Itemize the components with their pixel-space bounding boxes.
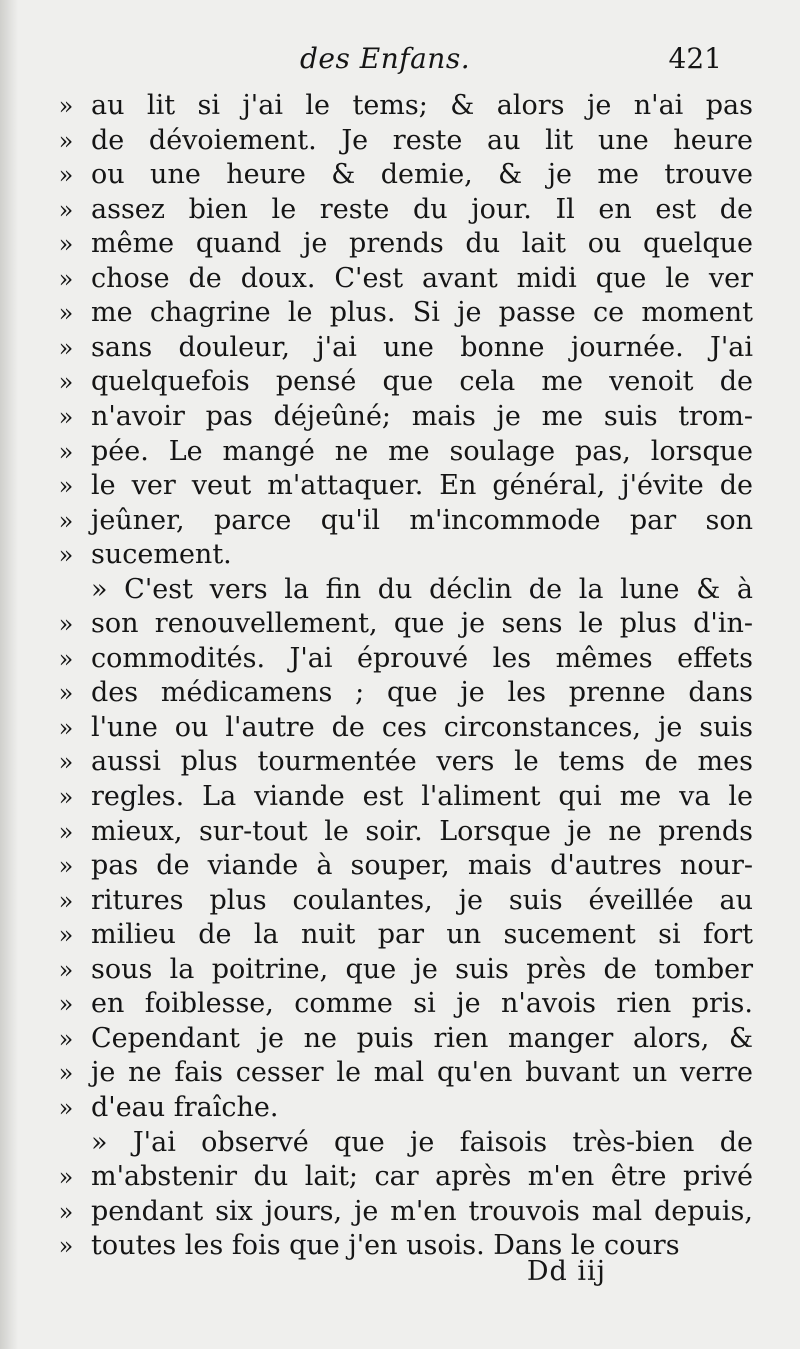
line-text: je ne fais cesser le mal qu'en buvant un verre [91,1057,753,1089]
line-text: pée. Le mangé ne me soulage pas, lorsque [91,435,753,467]
text-line [48,986,753,1022]
quotation-mark: » [58,990,74,1019]
line-text: quelquefois pensé que cela me venoit de [91,366,753,398]
text-line [48,606,753,642]
line-text: sans douleur, j'ai une bonne journée. J'ai [91,331,753,363]
quotation-mark: » [58,402,74,431]
quotation-mark: » [58,783,74,811]
quotation-mark: » [58,264,74,293]
quotation-mark: » [58,748,74,777]
text-line [48,917,753,953]
line-text: assez bien le reste du jour. Il en est de [91,193,753,225]
quotation-mark: » [58,1232,74,1261]
quotation-mark: » [58,195,74,224]
line-text: pas de viande à souper, mais d'autres nour- [91,850,753,882]
quotation-mark: » [58,299,74,328]
quotation-mark: » [58,92,74,120]
printer-signature: Dd iij [526,1256,606,1287]
line-text: ritures plus coulantes, je suis éveillée au [91,884,753,916]
text-line [48,123,753,159]
text-line [48,675,753,711]
text-line [48,88,753,124]
line-text: au lit si j'ai le tems; & alors je n'ai pas [91,90,753,121]
text-line [48,744,753,780]
quotation-mark: » [58,852,74,881]
line-text: d'eau fraîche. [91,1091,279,1123]
line-text: même quand je prends du lait ou quelque [91,228,753,260]
line-text: sucement. [91,539,232,571]
text-line [48,226,753,262]
line-text: toutes les fois que j'en usois. Dans le cours [91,1230,680,1262]
text-line [48,952,753,988]
text-line [48,710,753,746]
text-line [48,1055,753,1091]
text-line [48,295,753,331]
text-line [48,1021,753,1057]
page-number: 421 [668,42,722,75]
text-line [48,503,753,539]
text-line [48,399,753,435]
line-text: m'abstenir du lait; car après m'en être privé [91,1161,753,1193]
quotation-mark: » [58,472,74,501]
text-line [48,1228,753,1264]
line-text: de dévoiement. Je reste au lit une heure [91,124,753,156]
line-text: » J'ai observé que je faisois très-bien de [91,1126,753,1158]
line-text: l'une ou l'autre de ces circonstances, je suis [91,711,753,743]
line-text: n'avoir pas déjeûné; mais je me suis trom- [91,400,753,432]
text-line [48,261,753,297]
line-text: » C'est vers la fin du déclin de la lune & à [91,573,753,605]
quotation-mark: » [58,713,74,742]
line-text: regles. La viande est l'aliment qui me va le [91,781,753,812]
quotation-mark: » [58,1059,74,1088]
quotation-mark: » [58,230,74,259]
text-line [48,157,753,193]
text-line [48,1194,753,1230]
text-line [48,814,753,850]
line-text: le ver veut m'attaquer. En général, j'évite de [91,470,753,502]
text-line [48,848,753,884]
text-line [48,537,753,573]
quotation-mark: » [58,506,74,535]
line-text: commodités. J'ai éprouvé les mêmes effets [91,642,753,674]
page-left-shadow [0,0,18,1349]
line-text: pendant six jours, je m'en trouvois mal depuis, [91,1195,753,1227]
line-text: aussi plus tourmentée vers le tems de mes [91,746,753,778]
quotation-mark: » [58,921,74,950]
quotation-mark: » [58,126,74,155]
quotation-mark: » [58,610,74,639]
running-title: des Enfans. [300,42,471,75]
text-line [48,572,753,608]
text-line [48,330,753,366]
text-line [48,468,753,504]
quotation-mark: » [58,1163,74,1192]
line-text: des médicamens ; que je les prenne dans [91,677,753,709]
line-text: ou une heure & demie, & je me trouve [91,159,753,191]
line-text: milieu de la nuit par un sucement si fort [91,919,753,951]
quotation-mark: » [58,817,74,846]
line-text: sous la poitrine, que je suis près de tomber [91,953,753,985]
text-line [48,883,753,919]
quotation-mark: » [58,644,74,673]
line-text: Cependant je ne puis rien manger alors, & [91,1022,753,1054]
quotation-mark: » [58,955,74,984]
line-text: en foiblesse, comme si je n'avois rien pris. [91,988,753,1020]
quotation-mark: » [58,541,74,570]
line-text: jeûner, parce qu'il m'incommode par son [91,504,753,536]
text-line [48,1125,753,1161]
text-line [48,192,753,228]
quotation-mark: » [58,368,74,397]
quotation-mark: » [58,437,74,466]
quotation-mark: » [58,333,74,362]
quotation-mark: » [58,1024,74,1053]
text-line [48,641,753,677]
line-text: son renouvellement, que je sens le plus d'in- [91,608,753,640]
text-line [48,1159,753,1195]
quotation-mark: » [58,1093,74,1122]
line-text: chose de doux. C'est avant midi que le ver [91,262,753,294]
quotation-mark: » [58,1197,74,1226]
line-text: mieux, sur-tout le soir. Lorsque je ne prends [91,815,753,847]
text-line [48,434,753,470]
quotation-mark: » [58,161,74,190]
quotation-mark: » [58,679,74,708]
quotation-mark: » [58,886,74,915]
text-line [48,364,753,400]
line-text: me chagrine le plus. Si je passe ce moment [91,297,753,329]
text-line [48,1090,753,1126]
text-line [48,779,753,815]
